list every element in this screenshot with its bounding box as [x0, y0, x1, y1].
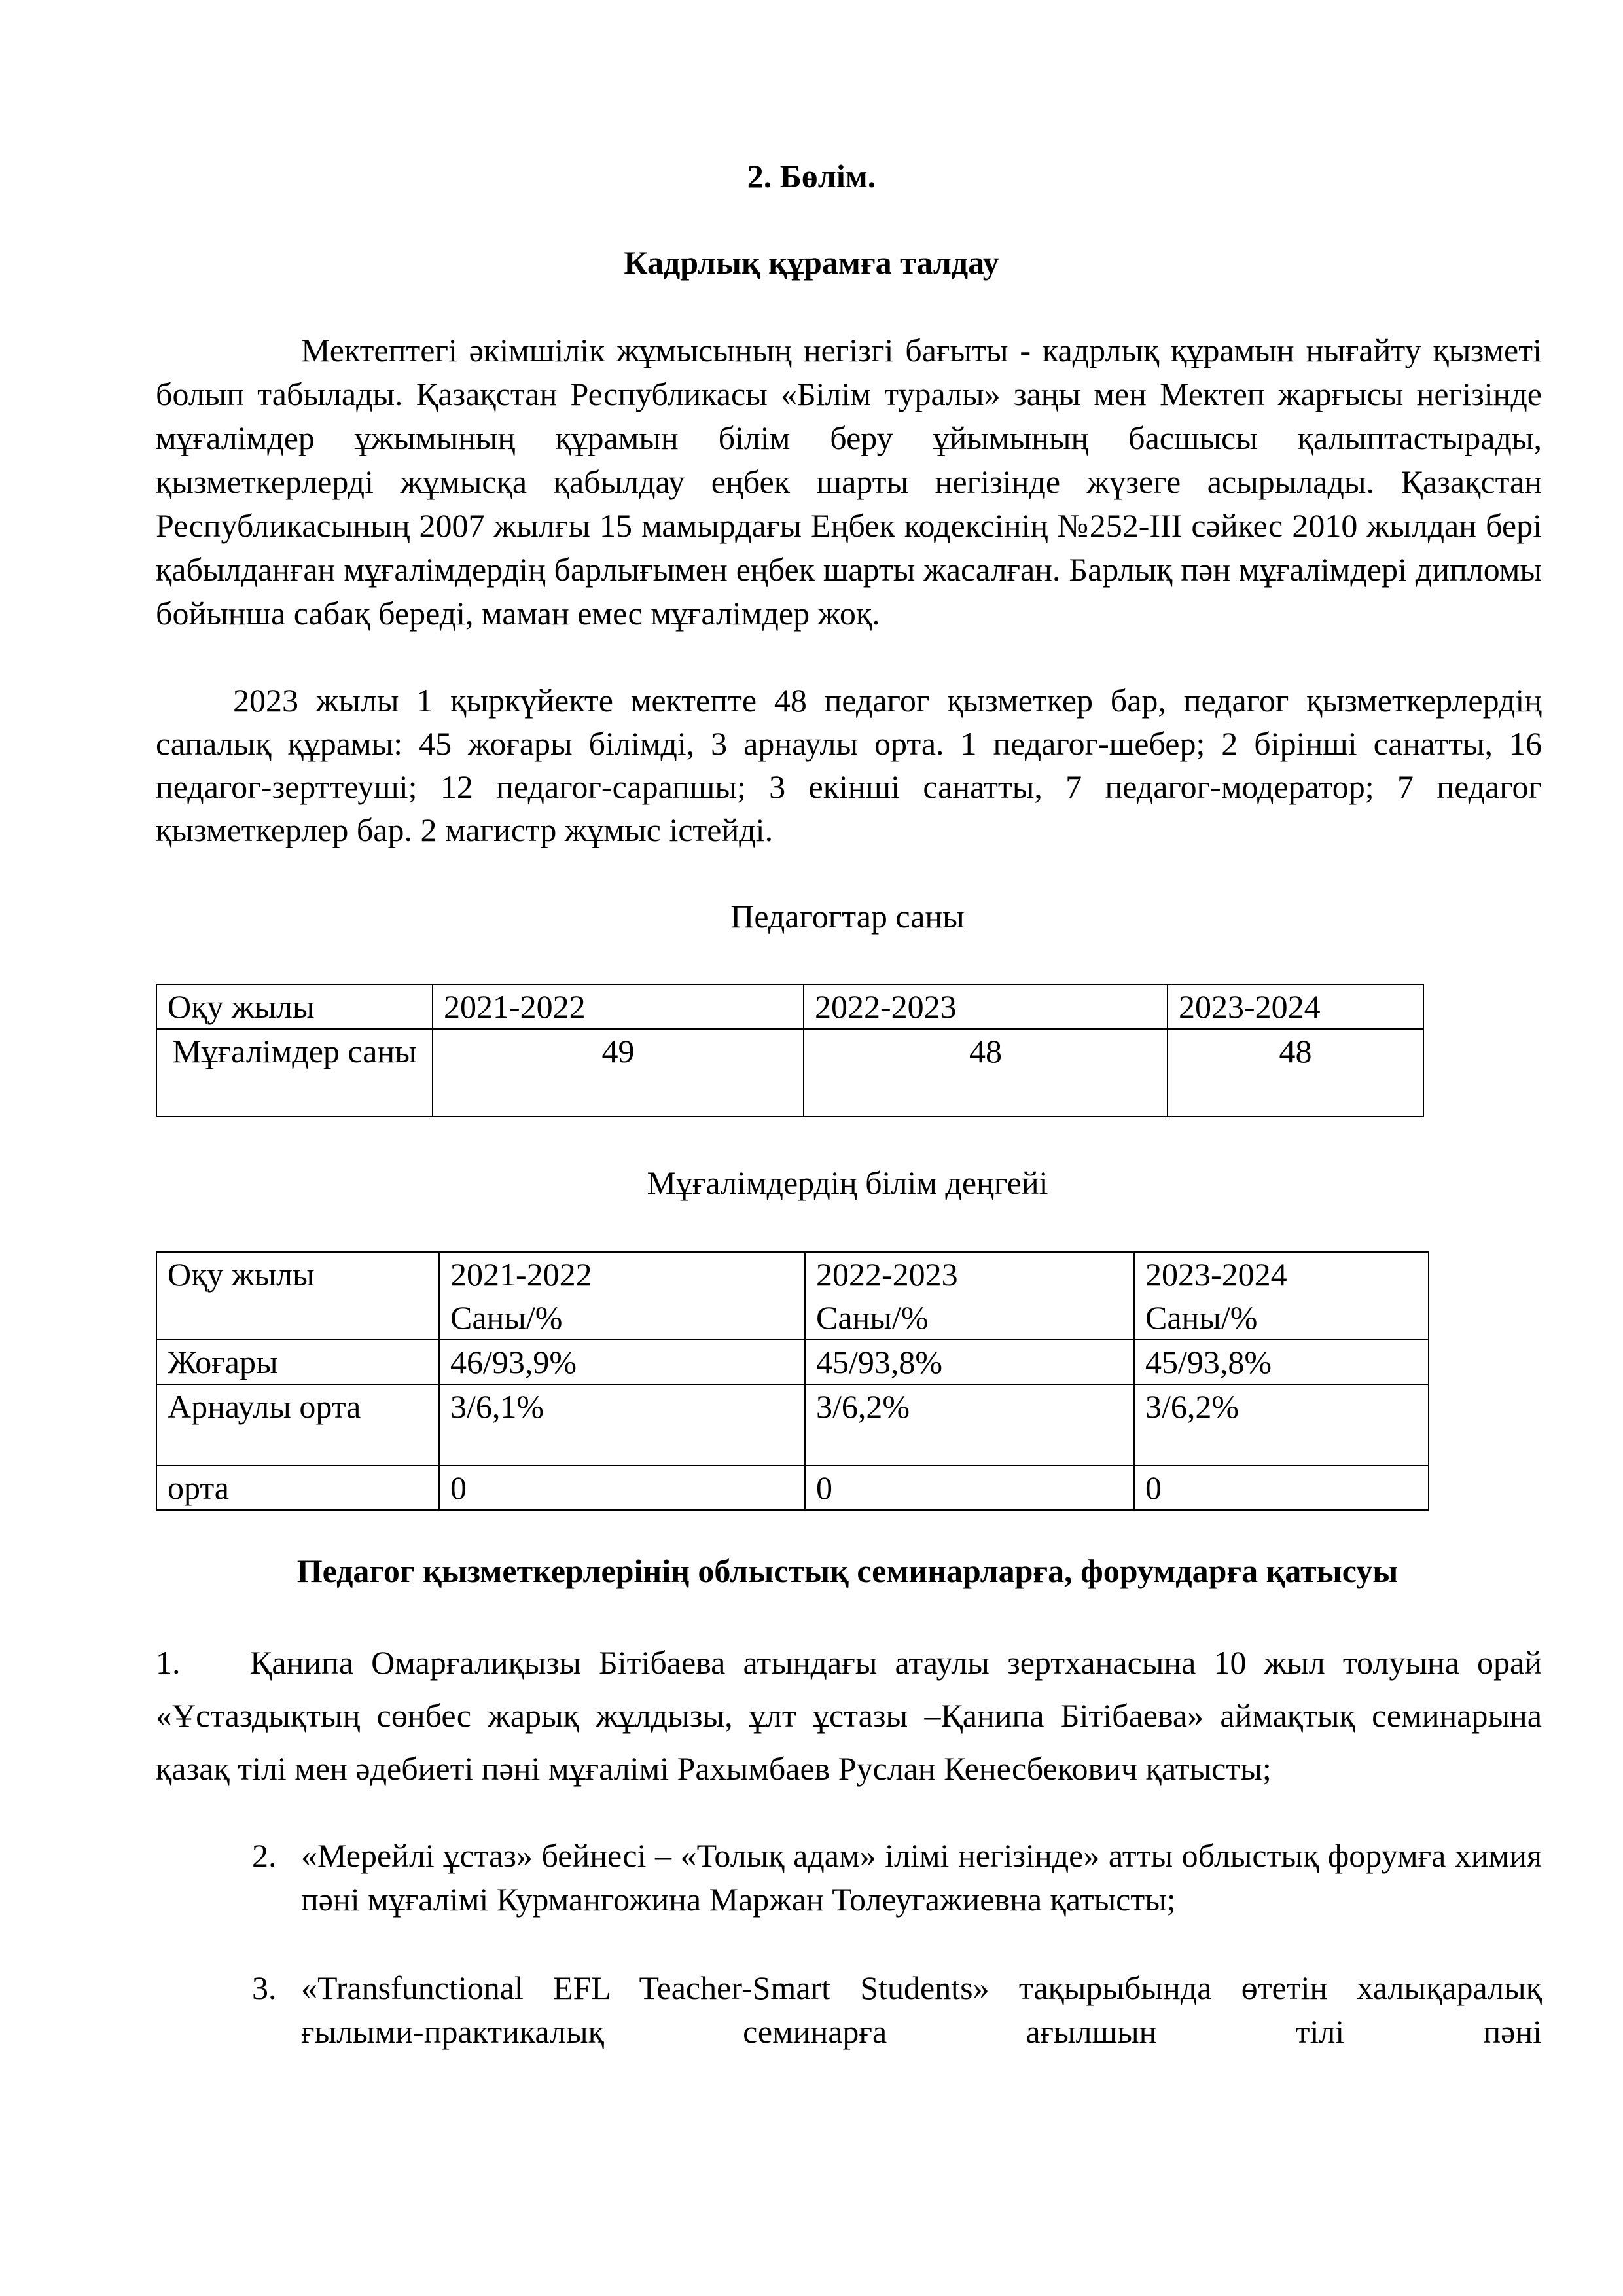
list-item: [156, 1636, 1542, 1795]
seminars-heading: Педагог қызметкерлерінің облыстық семинарларға, форумдарға қатысуы: [296, 1552, 1399, 1589]
table-cell: 3/6,2%: [1134, 1384, 1429, 1465]
list-item: [252, 1834, 1542, 1922]
table-cell: 3/6,2%: [805, 1384, 1134, 1465]
list-number: 1.: [156, 1644, 181, 1681]
paragraph-1: Мектептегі әкімшілік жұмысының негізгі бағыты - кадрлық құрамын нығайту қызметі болып табылады. Қазақстан Республикасы «Білім туралы» заңы мен Мектеп жарғысы негізінде мұғалімдер ұжымының құрамын білім беру ұйымының басшысы қалыптастырады, қызметкерлерді жұмысқа қабылдау еңбек шарты негізінде жүзеге асырылады. Қазақстан Республикасының 2007 жылғы 15 мамырдағы Еңбек кодексінің №252-III сәйкес 2010 жылдан бері қабылданған мұғалімдердің барлығымен еңбек шарты жасалған. Барлық пән мұғалімдері дипломы бойынша сабақ береді, маман емес мұғалімдер жоқ.: [156, 332, 1542, 632]
year-label: 2022-2023: [816, 1256, 958, 1293]
teachers-count-table: [156, 984, 1424, 1117]
year-label: 2023-2024: [1145, 1256, 1287, 1293]
list-text: «Мерейлі ұстаз» бейнесі – «Толық адам» ілімі негізінде» атты облыстық форумға химия пәні мұғалімі Курмангожина Маржан Толеугажиевна қатысты;: [301, 1837, 1542, 1918]
table-cell: Оқу жылы: [156, 984, 433, 1029]
paragraph-2: 2023 жылы 1 қыркүйекте мектепте 48 педагог қызметкер бар, педагог қызметкерлердің сапалық құрамы: 45 жоғары білімді, 3 арнаулы орта. 1 педагог-шебер; 2 бірінші санатты, 16 педагог-зерттеуші; 12 педагог-сарапшы; 3 екінші санатты, 7 педагог-модератор; 7 педагог қызметкерлер бар. 2 магистр жұмыс істейді.: [156, 682, 1542, 848]
table-row: [156, 1340, 1429, 1384]
year-label: 2021-2022: [450, 1256, 592, 1293]
table-cell: 48: [804, 1029, 1168, 1117]
table-cell: 2021-2022: [433, 984, 804, 1029]
table-row: [156, 1465, 1429, 1510]
table-cell: 0: [1134, 1465, 1429, 1510]
table-cell: Мұғалімдер саны: [156, 1029, 433, 1117]
table-cell: 2023-2024: [1168, 984, 1423, 1029]
table-cell: 49: [433, 1029, 804, 1117]
section-number: 2. Бөлім.: [747, 158, 876, 194]
table-cell: 45/93,8%: [805, 1340, 1134, 1384]
table-cell: Оқу жылы: [156, 1252, 439, 1340]
table-row: [156, 1029, 1423, 1117]
list-text: Қанипа Омарғалиқызы Бітібаева атындағы атаулы зертханасына 10 жыл толуына орай «Ұстаздықтың сөнбес жарық жұлдызы, ұлт ұстазы –Қанипа Бітібаева» аймақтық семинарына қазақ тілі мен әдебиеті пәні мұғалімі Рахымбаев Руслан Кенесбекович қатысты;: [156, 1644, 1542, 1787]
table-cell: 45/93,8%: [1134, 1340, 1429, 1384]
table1-caption: Педагогтар саны: [730, 898, 965, 935]
table-cell: Жоғары: [156, 1340, 439, 1384]
table-cell: 48: [1168, 1029, 1423, 1117]
table-cell: Арнаулы орта: [156, 1384, 439, 1465]
unit-label: Саны/%: [816, 1299, 929, 1336]
list-number: 3.: [252, 1969, 277, 2006]
table-cell: орта: [156, 1465, 439, 1510]
list-number: 2.: [252, 1837, 277, 1874]
table-row: [156, 1384, 1429, 1465]
table-row: [156, 1252, 1429, 1340]
list-text: «Transfunctional EFL Teacher-Smart Students» тақырыбында өтетін халықаралық ғылыми-практикалық семинарға ағылшын тілі пәні: [301, 1969, 1542, 2050]
table-cell: [439, 1252, 805, 1340]
education-level-table: [156, 1251, 1429, 1511]
table-cell: 0: [805, 1465, 1134, 1510]
table-cell: 0: [439, 1465, 805, 1510]
unit-label: Саны/%: [450, 1299, 563, 1336]
table-cell: 3/6,1%: [439, 1384, 805, 1465]
table2-caption: Мұғалімдердің білім деңгейі: [647, 1164, 1048, 1201]
table-cell: [805, 1252, 1134, 1340]
list-item: [252, 1966, 1542, 2054]
unit-label: Саны/%: [1145, 1299, 1258, 1336]
table-cell: 46/93,9%: [439, 1340, 805, 1384]
table-cell: 2022-2023: [804, 984, 1168, 1029]
section-title: Кадрлық құрамға талдау: [624, 244, 999, 281]
table-row: [156, 984, 1423, 1029]
table-cell: [1134, 1252, 1429, 1340]
